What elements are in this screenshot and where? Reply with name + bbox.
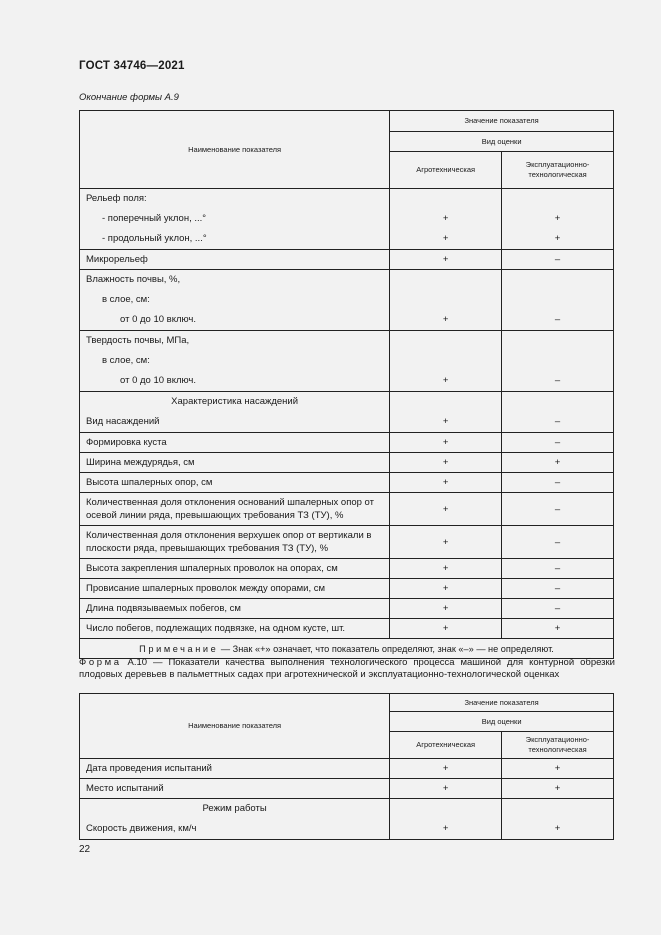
plantings-type-expl: – bbox=[554, 416, 561, 427]
row-agro: + bbox=[390, 779, 502, 799]
row-agro: + bbox=[390, 493, 502, 526]
hardness-layer: в слое, см: bbox=[102, 355, 150, 366]
note-text: — Знак «+» означает, что показатель определяют, знак «–» — не определяют. bbox=[218, 643, 554, 654]
row-expl: – bbox=[502, 493, 614, 526]
row-expl: – bbox=[502, 579, 614, 599]
plantings-section-heading: Характеристика насаждений bbox=[171, 396, 299, 407]
row-name-line1: Количественная доля отклонения верхушек опор от вертикали в bbox=[86, 530, 372, 541]
relief-cross-slope-expl: + bbox=[554, 213, 561, 224]
row-expl: – bbox=[502, 433, 614, 453]
header-indicator-value: Значение показателя bbox=[390, 694, 614, 712]
row-agro: + bbox=[390, 579, 502, 599]
note-label: Примечание bbox=[139, 643, 219, 654]
table-row-plantings bbox=[80, 392, 614, 433]
row-agro: + bbox=[390, 559, 502, 579]
form-a10-text: А.10 — Показатели качества выполнения технологического процесса машиной для контурной обрезки плодовых деревьев в пальметтных садах при агротехнической и эксплуатационно-технологической оценках bbox=[79, 657, 615, 680]
header-agrotechnical: Агротехническая bbox=[390, 152, 502, 189]
row-name: Место испытаний bbox=[80, 779, 390, 799]
microrelief-name: Микрорельеф bbox=[80, 250, 390, 270]
table-note-row bbox=[80, 639, 614, 659]
table-row-work-mode bbox=[80, 799, 614, 840]
row-expl: – bbox=[502, 559, 614, 579]
page-number: 22 bbox=[79, 844, 91, 855]
table-row bbox=[80, 453, 614, 473]
form-label: Форма bbox=[79, 657, 122, 668]
table-row bbox=[80, 619, 614, 639]
indicators-table-a9 bbox=[79, 110, 614, 659]
row-expl: + bbox=[502, 619, 614, 639]
header-agrotechnical: Агротехническая bbox=[390, 732, 502, 759]
header-operational-line1: Эксплуатационно- bbox=[525, 160, 590, 169]
table-row bbox=[80, 433, 614, 453]
row-agro: + bbox=[390, 453, 502, 473]
relief-cross-slope: - поперечный уклон, ...° bbox=[102, 213, 207, 224]
table-row-soil-moisture bbox=[80, 270, 614, 331]
row-name bbox=[80, 493, 390, 526]
row-name: Высота шпалерных опор, см bbox=[80, 473, 390, 493]
moisture-range-agro: + bbox=[442, 314, 449, 325]
table-caption: Окончание формы А.9 bbox=[79, 92, 179, 103]
row-name: Дата проведения испытаний bbox=[80, 759, 390, 779]
row-name bbox=[80, 526, 390, 559]
table-row bbox=[80, 526, 614, 559]
row-name-line2: плоскости ряда, превышающих требования ТЗ (ТУ), % bbox=[86, 543, 329, 554]
row-name: Высота закрепления шпалерных проволок на опорах, см bbox=[80, 559, 390, 579]
row-expl: – bbox=[502, 599, 614, 619]
row-name: Ширина междурядья, см bbox=[80, 453, 390, 473]
header-assessment-type: Вид оценки bbox=[390, 132, 614, 152]
hardness-title: Твердость почвы, МПа, bbox=[86, 335, 190, 346]
relief-cross-slope-agro: + bbox=[442, 213, 449, 224]
row-agro: + bbox=[390, 526, 502, 559]
row-name: Длина подвязываемых побегов, см bbox=[80, 599, 390, 619]
row-agro: + bbox=[390, 473, 502, 493]
relief-long-slope: - продольный уклон, ...° bbox=[102, 233, 207, 244]
row-name-line2: осевой линии ряда, превышающих требования ТЗ (ТУ), % bbox=[86, 510, 344, 521]
header-operational-line1: Эксплуатационно- bbox=[525, 735, 590, 744]
hardness-range: от 0 до 10 включ. bbox=[120, 375, 197, 386]
moisture-range: от 0 до 10 включ. bbox=[120, 314, 197, 325]
row-expl: + bbox=[502, 759, 614, 779]
relief-long-slope-agro: + bbox=[442, 233, 449, 244]
row-name: Формировка куста bbox=[80, 433, 390, 453]
table-row bbox=[80, 759, 614, 779]
document-header: ГОСТ 34746—2021 bbox=[79, 60, 185, 72]
row-expl: – bbox=[502, 526, 614, 559]
header-operational bbox=[502, 732, 614, 759]
table-row bbox=[80, 559, 614, 579]
header-operational bbox=[502, 152, 614, 189]
moisture-title: Влажность почвы, %, bbox=[86, 274, 181, 285]
row-name: Число побегов, подлежащих подвязке, на одном кусте, шт. bbox=[80, 619, 390, 639]
row-expl: + bbox=[502, 779, 614, 799]
indicators-table-a10 bbox=[79, 693, 614, 840]
speed-name: Скорость движения, км/ч bbox=[86, 823, 197, 834]
row-expl: – bbox=[502, 473, 614, 493]
work-mode-section-heading: Режим работы bbox=[202, 803, 267, 814]
header-operational-line2: технологическая bbox=[528, 745, 587, 754]
table-row bbox=[80, 579, 614, 599]
plantings-type-name: Вид насаждений bbox=[86, 416, 160, 427]
table-row-relief bbox=[80, 189, 614, 250]
header-indicator-name: Наименование показателя bbox=[80, 694, 390, 759]
header-operational-line2: технологическая bbox=[528, 170, 587, 179]
table-row bbox=[80, 599, 614, 619]
row-agro: + bbox=[390, 619, 502, 639]
hardness-range-agro: + bbox=[442, 375, 449, 386]
relief-title: Рельеф поля: bbox=[86, 193, 147, 204]
speed-expl: + bbox=[554, 823, 561, 834]
hardness-range-expl: – bbox=[554, 375, 561, 386]
header-indicator-name: Наименование показателя bbox=[80, 111, 390, 189]
row-name: Провисание шпалерных проволок между опорами, см bbox=[80, 579, 390, 599]
moisture-layer: в слое, см: bbox=[102, 294, 150, 305]
microrelief-expl: – bbox=[502, 250, 614, 270]
row-agro: + bbox=[390, 759, 502, 779]
row-name-line1: Количественная доля отклонения оснований шпалерных опор от bbox=[86, 497, 374, 508]
speed-agro: + bbox=[442, 823, 449, 834]
relief-long-slope-expl: + bbox=[554, 233, 561, 244]
table-row-microrelief bbox=[80, 250, 614, 270]
plantings-type-agro: + bbox=[442, 416, 449, 427]
row-expl: + bbox=[502, 453, 614, 473]
form-a10-title bbox=[79, 657, 615, 681]
header-assessment-type: Вид оценки bbox=[390, 712, 614, 732]
table-note bbox=[80, 639, 614, 659]
table-row bbox=[80, 493, 614, 526]
table-row bbox=[80, 473, 614, 493]
header-indicator-value: Значение показателя bbox=[390, 111, 614, 132]
row-agro: + bbox=[390, 599, 502, 619]
table-row bbox=[80, 779, 614, 799]
microrelief-agro: + bbox=[390, 250, 502, 270]
table-row-soil-hardness bbox=[80, 331, 614, 392]
moisture-range-expl: – bbox=[554, 314, 561, 325]
row-agro: + bbox=[390, 433, 502, 453]
